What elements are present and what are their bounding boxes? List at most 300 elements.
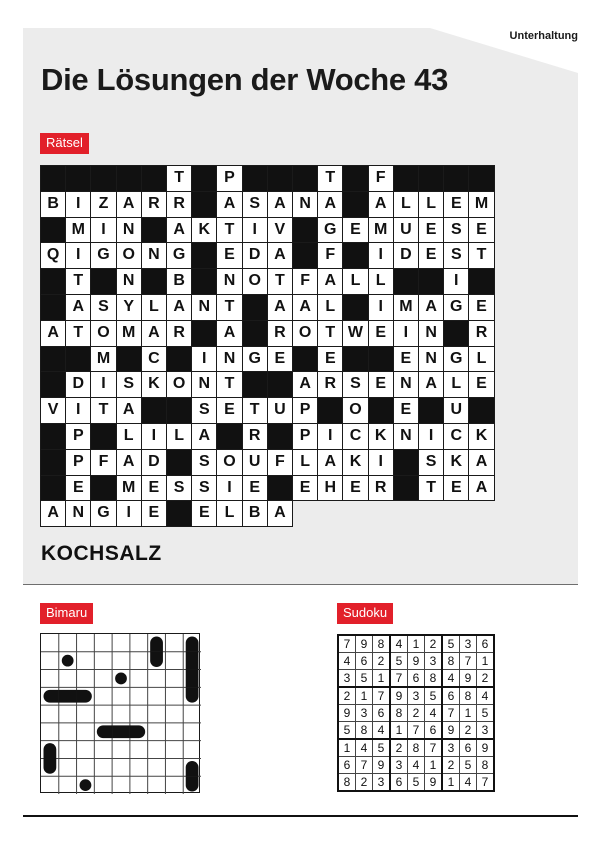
crossword-cell: G xyxy=(90,242,116,269)
crossword-cell: S xyxy=(166,475,192,502)
sudoku-cell: 6 xyxy=(442,687,460,705)
crossword-cell: U xyxy=(393,217,419,244)
crossword-black-cell xyxy=(368,397,394,424)
crossword-black-cell xyxy=(65,346,91,373)
crossword-cell: K xyxy=(443,449,469,476)
crossword-cell: P xyxy=(216,165,242,192)
sudoku-cell: 4 xyxy=(408,757,425,774)
crossword-black-cell xyxy=(40,475,66,502)
crossword-cell: M xyxy=(65,217,91,244)
sudoku-cell: 2 xyxy=(408,705,425,722)
sudoku-cell: 4 xyxy=(390,635,408,653)
crossword-black-cell xyxy=(267,475,293,502)
crossword-cell: A xyxy=(368,191,394,218)
crossword-black-cell xyxy=(141,268,167,295)
sudoku-cell: 4 xyxy=(356,739,373,757)
crossword-black-cell xyxy=(393,449,419,476)
sudoku-cell: 5 xyxy=(356,670,373,688)
crossword-black-cell xyxy=(191,242,217,269)
crossword-cell: R xyxy=(166,320,192,347)
crossword-cell: O xyxy=(216,449,242,476)
crossword-black-cell xyxy=(40,423,66,450)
crossword-cell: O xyxy=(116,242,142,269)
bimaru-ship-part xyxy=(186,652,199,670)
sudoku-cell: 4 xyxy=(425,705,443,722)
crossword-cell: E xyxy=(141,475,167,502)
crossword-cell: L xyxy=(317,294,343,321)
sudoku-cell: 3 xyxy=(460,635,477,653)
crossword-cell: I xyxy=(90,371,116,398)
crossword-cell: N xyxy=(393,371,419,398)
sudoku-cell: 1 xyxy=(460,705,477,722)
sudoku-cell: 9 xyxy=(460,670,477,688)
crossword-cell: T xyxy=(267,268,293,295)
crossword-cell: F xyxy=(368,165,394,192)
crossword-cell: E xyxy=(292,475,318,502)
crossword-cell: I xyxy=(65,242,91,269)
crossword-cell: T xyxy=(90,397,116,424)
crossword-cell: P xyxy=(292,397,318,424)
crossword-cell: L xyxy=(216,500,242,527)
sudoku-cell: 8 xyxy=(408,739,425,757)
crossword-cell: I xyxy=(242,217,268,244)
crossword-cell: E xyxy=(468,294,494,321)
sudoku-cell: 9 xyxy=(408,653,425,670)
crossword-cell: D xyxy=(242,242,268,269)
sudoku-cell: 6 xyxy=(338,757,356,774)
bimaru-ship-part xyxy=(150,637,163,652)
crossword-cell: G xyxy=(317,217,343,244)
crossword-cell: K xyxy=(368,423,394,450)
sudoku-cell: 6 xyxy=(408,670,425,688)
crossword-cell: A xyxy=(116,191,142,218)
crossword-black-cell xyxy=(292,242,318,269)
crossword-cell: R xyxy=(368,475,394,502)
crossword-cell: E xyxy=(342,217,368,244)
crossword-cell: P xyxy=(65,449,91,476)
crossword-cell: C xyxy=(342,423,368,450)
crossword-cell: A xyxy=(141,320,167,347)
crossword-cell: O xyxy=(342,397,368,424)
crossword-cell: I xyxy=(368,242,394,269)
sudoku-cell: 7 xyxy=(338,635,356,653)
crossword-black-cell xyxy=(393,475,419,502)
sudoku-cell: 4 xyxy=(460,774,477,792)
sudoku-cell: 2 xyxy=(477,670,495,688)
crossword-cell: B xyxy=(166,268,192,295)
crossword-cell: T xyxy=(242,397,268,424)
bimaru-ship-part xyxy=(130,725,145,738)
sudoku-cell: 7 xyxy=(460,653,477,670)
crossword-cell: G xyxy=(443,346,469,373)
crossword-cell: I xyxy=(393,320,419,347)
crossword-cell: M xyxy=(90,346,116,373)
crossword-cell: U xyxy=(242,449,268,476)
sudoku-row xyxy=(338,722,494,740)
crossword-cell: E xyxy=(141,500,167,527)
crossword-black-cell xyxy=(141,165,167,192)
crossword-cell: A xyxy=(267,500,293,527)
crossword-cell: E xyxy=(242,475,268,502)
crossword-cell: S xyxy=(191,475,217,502)
sudoku-cell: 5 xyxy=(408,774,425,792)
crossword-cell: T xyxy=(65,320,91,347)
sudoku-cell: 2 xyxy=(425,635,443,653)
crossword-cell: A xyxy=(166,217,192,244)
bimaru-ship-part xyxy=(186,637,199,652)
crossword-cell: T xyxy=(216,294,242,321)
crossword-cell: E xyxy=(418,217,444,244)
crossword-cell: S xyxy=(116,371,142,398)
crossword-black-cell xyxy=(191,191,217,218)
crossword-black-cell xyxy=(342,242,368,269)
crossword-cell: A xyxy=(418,371,444,398)
sudoku-cell: 5 xyxy=(338,722,356,740)
sudoku-row xyxy=(338,653,494,670)
crossword-cell: E xyxy=(393,397,419,424)
crossword-cell: S xyxy=(443,217,469,244)
crossword-cell: A xyxy=(292,371,318,398)
crossword-black-cell xyxy=(418,397,444,424)
crossword-cell: I xyxy=(116,500,142,527)
sudoku-cell: 5 xyxy=(477,705,495,722)
crossword-black-cell xyxy=(393,268,419,295)
crossword-black-cell xyxy=(242,165,268,192)
crossword-black-cell xyxy=(40,449,66,476)
sudoku-cell: 9 xyxy=(477,739,495,757)
bimaru-ship-part xyxy=(44,758,57,773)
crossword-cell: A xyxy=(65,294,91,321)
crossword-cell: C xyxy=(141,346,167,373)
crossword-cell: F xyxy=(90,449,116,476)
crossword-cell: O xyxy=(242,268,268,295)
crossword-cell: I xyxy=(368,294,394,321)
section-label: Unterhaltung xyxy=(509,30,578,42)
crossword-cell: L xyxy=(368,268,394,295)
crossword-black-cell xyxy=(317,397,343,424)
sudoku-grid xyxy=(337,634,499,796)
sudoku-cell: 6 xyxy=(477,635,495,653)
crossword-black-cell xyxy=(40,217,66,244)
sudoku-row xyxy=(338,687,494,705)
crossword-cell: A xyxy=(468,449,494,476)
crossword-cell: T xyxy=(418,475,444,502)
crossword-cell: T xyxy=(317,165,343,192)
bimaru-ship-part xyxy=(59,690,77,703)
sudoku-cell: 1 xyxy=(390,722,408,740)
crossword-cell: A xyxy=(418,294,444,321)
crossword-cell: E xyxy=(342,475,368,502)
crossword-cell: E xyxy=(368,320,394,347)
crossword-black-cell xyxy=(443,165,469,192)
crossword-cell: A xyxy=(116,449,142,476)
sudoku-row xyxy=(338,635,494,653)
crossword-cell: A xyxy=(267,242,293,269)
sudoku-cell: 4 xyxy=(442,670,460,688)
bimaru-ship-part xyxy=(97,725,112,738)
sudoku-cell: 3 xyxy=(442,739,460,757)
crossword-cell: I xyxy=(418,423,444,450)
crossword-cell: I xyxy=(191,346,217,373)
crossword-cell: I xyxy=(90,217,116,244)
bimaru-ship-part xyxy=(150,652,163,667)
crossword-cell: S xyxy=(242,191,268,218)
crossword-cell: M xyxy=(468,191,494,218)
crossword-black-cell xyxy=(166,449,192,476)
sudoku-cell: 4 xyxy=(338,653,356,670)
crossword-black-cell xyxy=(468,268,494,295)
crossword-cell: S xyxy=(191,449,217,476)
sudoku-cell: 2 xyxy=(356,774,373,792)
crossword-cell: N xyxy=(418,346,444,373)
crossword-cell: E xyxy=(468,371,494,398)
sudoku-cell: 9 xyxy=(338,705,356,722)
crossword-cell: O xyxy=(166,371,192,398)
sudoku-cell: 8 xyxy=(425,670,443,688)
crossword-cell: O xyxy=(292,320,318,347)
bottom-rule xyxy=(23,815,578,817)
crossword-cell: B xyxy=(40,191,66,218)
crossword-cell: T xyxy=(65,268,91,295)
crossword-cell: D xyxy=(65,371,91,398)
crossword-cell: I xyxy=(317,423,343,450)
crossword-cell: E xyxy=(468,217,494,244)
crossword-black-cell xyxy=(418,268,444,295)
crossword-black-cell xyxy=(292,346,318,373)
crossword-black-cell xyxy=(166,346,192,373)
sudoku-cell: 7 xyxy=(442,705,460,722)
sudoku-cell: 8 xyxy=(477,757,495,774)
crossword-cell: N xyxy=(216,268,242,295)
crossword-cell: F xyxy=(317,242,343,269)
sudoku-cell: 9 xyxy=(356,635,373,653)
crossword-cell: G xyxy=(90,500,116,527)
crossword-cell: L xyxy=(166,423,192,450)
crossword-cell: T xyxy=(216,217,242,244)
crossword-cell: I xyxy=(65,191,91,218)
crossword-cell: E xyxy=(418,242,444,269)
sudoku-cell: 8 xyxy=(390,705,408,722)
crossword-black-cell xyxy=(267,423,293,450)
crossword-black-cell xyxy=(40,294,66,321)
crossword-cell: Y xyxy=(116,294,142,321)
sudoku-row xyxy=(338,774,494,792)
bimaru-svg xyxy=(41,634,201,794)
sudoku-cell: 2 xyxy=(390,739,408,757)
crossword-cell: A xyxy=(216,191,242,218)
bimaru-ship-part xyxy=(44,690,59,703)
crossword-black-cell xyxy=(242,294,268,321)
sudoku-cell: 3 xyxy=(338,670,356,688)
crossword-cell: E xyxy=(216,397,242,424)
crossword-cell: U xyxy=(267,397,293,424)
sudoku-cell: 9 xyxy=(390,687,408,705)
crossword-black-cell xyxy=(90,165,116,192)
crossword-cell: Q xyxy=(40,242,66,269)
sudoku-cell: 3 xyxy=(408,687,425,705)
crossword-black-cell xyxy=(342,165,368,192)
bimaru-ship-part xyxy=(186,687,199,702)
sudoku-cell: 9 xyxy=(425,774,443,792)
crossword-cell: E xyxy=(216,242,242,269)
crossword-cell: A xyxy=(317,191,343,218)
crossword-black-cell xyxy=(90,423,116,450)
crossword-cell: M xyxy=(368,217,394,244)
crossword-cell: M xyxy=(393,294,419,321)
crossword-cell: I xyxy=(216,475,242,502)
crossword-cell: L xyxy=(393,191,419,218)
crossword-cell: C xyxy=(443,423,469,450)
crossword-cell: T xyxy=(317,320,343,347)
crossword-cell: A xyxy=(216,320,242,347)
crossword-cell: R xyxy=(317,371,343,398)
crossword-black-cell xyxy=(342,191,368,218)
sudoku-cell: 3 xyxy=(390,757,408,774)
crossword-cell: P xyxy=(292,423,318,450)
crossword-cell: R xyxy=(166,191,192,218)
crossword-cell: N xyxy=(393,423,419,450)
crossword-cell: K xyxy=(141,371,167,398)
crossword-black-cell xyxy=(191,268,217,295)
crossword-black-cell xyxy=(90,268,116,295)
bimaru-ship-part xyxy=(44,743,57,758)
crossword-black-cell xyxy=(292,165,318,192)
bimaru-ship-part xyxy=(62,655,74,667)
sudoku-cell: 8 xyxy=(373,635,391,653)
crossword-cell: S xyxy=(90,294,116,321)
crossword-cell: L xyxy=(418,191,444,218)
page-title: Die Lösungen der Woche 43 xyxy=(41,62,449,97)
bimaru-ship-part xyxy=(77,690,92,703)
sudoku-cell: 1 xyxy=(408,635,425,653)
sudoku-cell: 6 xyxy=(390,774,408,792)
crossword-black-cell xyxy=(368,346,394,373)
sudoku-cell: 1 xyxy=(356,687,373,705)
crossword-cell: N xyxy=(418,320,444,347)
sudoku-cell: 7 xyxy=(373,687,391,705)
crossword-black-cell xyxy=(443,320,469,347)
bimaru-ship-part xyxy=(186,776,199,791)
crossword-cell: N xyxy=(216,346,242,373)
crossword-black-cell xyxy=(216,423,242,450)
crossword-cell: A xyxy=(191,423,217,450)
crossword-cell: G xyxy=(242,346,268,373)
crossword-black-cell xyxy=(116,165,142,192)
crossword-cell: N xyxy=(191,294,217,321)
crossword-cell: E xyxy=(267,346,293,373)
sudoku-cell: 1 xyxy=(442,774,460,792)
sudoku-cell: 3 xyxy=(356,705,373,722)
crossword-cell: D xyxy=(141,449,167,476)
crossword-black-cell xyxy=(166,397,192,424)
crossword-cell: A xyxy=(116,397,142,424)
bimaru-ship-part xyxy=(186,761,199,776)
crossword-black-cell xyxy=(242,371,268,398)
crossword-cell: N xyxy=(191,371,217,398)
crossword-cell: N xyxy=(116,217,142,244)
crossword-cell: N xyxy=(141,242,167,269)
sudoku-cell: 1 xyxy=(477,653,495,670)
crossword-cell: U xyxy=(443,397,469,424)
crossword-cell: N xyxy=(65,500,91,527)
crossword-black-cell xyxy=(116,346,142,373)
crossword-cell: R xyxy=(242,423,268,450)
crossword-cell: L xyxy=(292,449,318,476)
sudoku-cell: 1 xyxy=(338,739,356,757)
crossword-cell: E xyxy=(368,371,394,398)
crossword-black-cell xyxy=(141,397,167,424)
crossword-cell: S xyxy=(342,371,368,398)
bimaru-ship-part xyxy=(186,670,199,688)
crossword-cell: S xyxy=(443,242,469,269)
crossword-cell: R xyxy=(141,191,167,218)
sudoku-cell: 8 xyxy=(460,687,477,705)
crossword-cell: E xyxy=(443,475,469,502)
sudoku-cell: 9 xyxy=(442,722,460,740)
crossword-cell: F xyxy=(267,449,293,476)
crossword-cell: K xyxy=(468,423,494,450)
crossword-black-cell xyxy=(468,397,494,424)
crossword-black-cell xyxy=(40,346,66,373)
crossword-cell: K xyxy=(342,449,368,476)
crossword-tag: Rätsel xyxy=(40,133,89,154)
crossword-cell: L xyxy=(141,294,167,321)
crossword-black-cell xyxy=(191,320,217,347)
bimaru-ship-part xyxy=(115,673,127,685)
crossword-black-cell xyxy=(90,475,116,502)
crossword-cell: M xyxy=(116,475,142,502)
sudoku-cell: 2 xyxy=(373,653,391,670)
crossword-black-cell xyxy=(191,165,217,192)
crossword-black-cell xyxy=(342,346,368,373)
crossword-cell: P xyxy=(65,423,91,450)
sudoku-cell: 9 xyxy=(373,757,391,774)
sudoku-row xyxy=(338,670,494,688)
crossword-cell: T xyxy=(468,242,494,269)
crossword-cell: A xyxy=(166,294,192,321)
sudoku-cell: 3 xyxy=(373,774,391,792)
crossword-cell: R xyxy=(468,320,494,347)
sudoku-row xyxy=(338,757,494,774)
crossword-black-cell xyxy=(166,500,192,527)
crossword-black-cell xyxy=(141,217,167,244)
sudoku-cell: 3 xyxy=(477,722,495,740)
crossword-cell: I xyxy=(65,397,91,424)
crossword-black-cell xyxy=(342,294,368,321)
crossword-cell: W xyxy=(342,320,368,347)
sudoku-cell: 7 xyxy=(356,757,373,774)
sudoku-cell: 6 xyxy=(460,739,477,757)
section-divider xyxy=(23,584,578,585)
crossword-cell: A xyxy=(292,294,318,321)
crossword-cell: A xyxy=(468,475,494,502)
sudoku-cell: 5 xyxy=(390,653,408,670)
crossword-cell: N xyxy=(116,268,142,295)
crossword-cell: F xyxy=(292,268,318,295)
crossword-cell: S xyxy=(191,397,217,424)
bimaru-tag: Bimaru xyxy=(40,603,93,624)
sudoku-cell: 6 xyxy=(356,653,373,670)
crossword-cell: A xyxy=(267,191,293,218)
crossword-cell: E xyxy=(393,346,419,373)
sudoku-cell: 5 xyxy=(425,687,443,705)
crossword-cell: L xyxy=(468,346,494,373)
bimaru-grid xyxy=(40,633,200,793)
crossword-black-cell xyxy=(267,165,293,192)
sudoku-cell: 2 xyxy=(338,687,356,705)
crossword-solution: KOCHSALZ xyxy=(41,542,162,565)
crossword-cell: O xyxy=(90,320,116,347)
